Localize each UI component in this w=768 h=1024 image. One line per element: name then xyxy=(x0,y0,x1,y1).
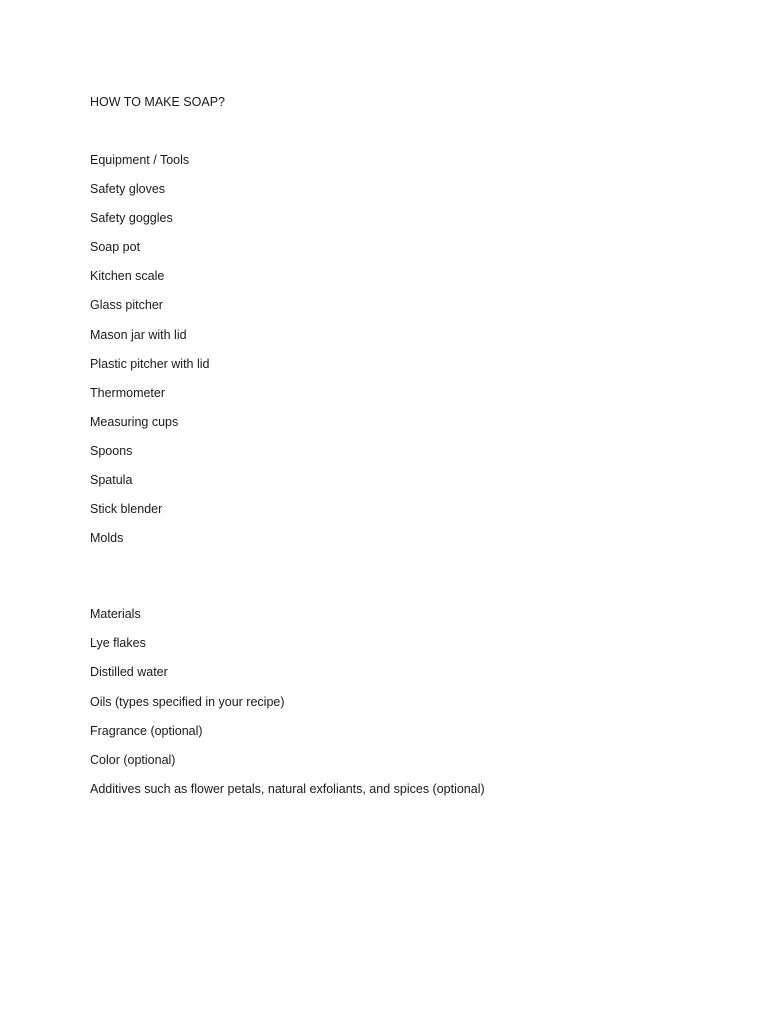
list-item: Kitchen scale xyxy=(90,269,165,284)
list-item: Molds xyxy=(90,531,124,546)
list-item: Distilled water xyxy=(90,665,168,680)
list-item: Mason jar with lid xyxy=(90,327,187,342)
list-item: Oils (types specified in your recipe) xyxy=(90,694,285,709)
materials-section xyxy=(90,605,710,798)
materials-heading: Materials xyxy=(90,607,141,622)
list-item: Color (optional) xyxy=(90,752,176,767)
document-body xyxy=(90,93,710,809)
list-item: Measuring cups xyxy=(90,414,179,429)
equipment-list xyxy=(90,180,710,547)
list-item: Thermometer xyxy=(90,385,166,400)
list-item: Additives such as flower petals, natural exfoliants, and spices (optional) xyxy=(90,781,485,796)
list-item: Plastic pitcher with lid xyxy=(90,356,210,371)
list-item: Safety gloves xyxy=(90,182,166,197)
list-item: Stick blender xyxy=(90,502,163,517)
list-item: Lye flakes xyxy=(90,636,146,651)
list-item: Spoons xyxy=(90,443,133,458)
equipment-heading: Equipment / Tools xyxy=(90,153,190,167)
list-item: Soap pot xyxy=(90,240,141,255)
materials-list xyxy=(90,634,710,797)
document-title: HOW TO MAKE SOAP? xyxy=(90,95,225,109)
equipment-section xyxy=(90,151,710,547)
list-item: Safety goggles xyxy=(90,211,173,226)
list-item: Spatula xyxy=(90,473,133,488)
list-item: Fragrance (optional) xyxy=(90,723,203,738)
list-item: Glass pitcher xyxy=(90,298,163,313)
